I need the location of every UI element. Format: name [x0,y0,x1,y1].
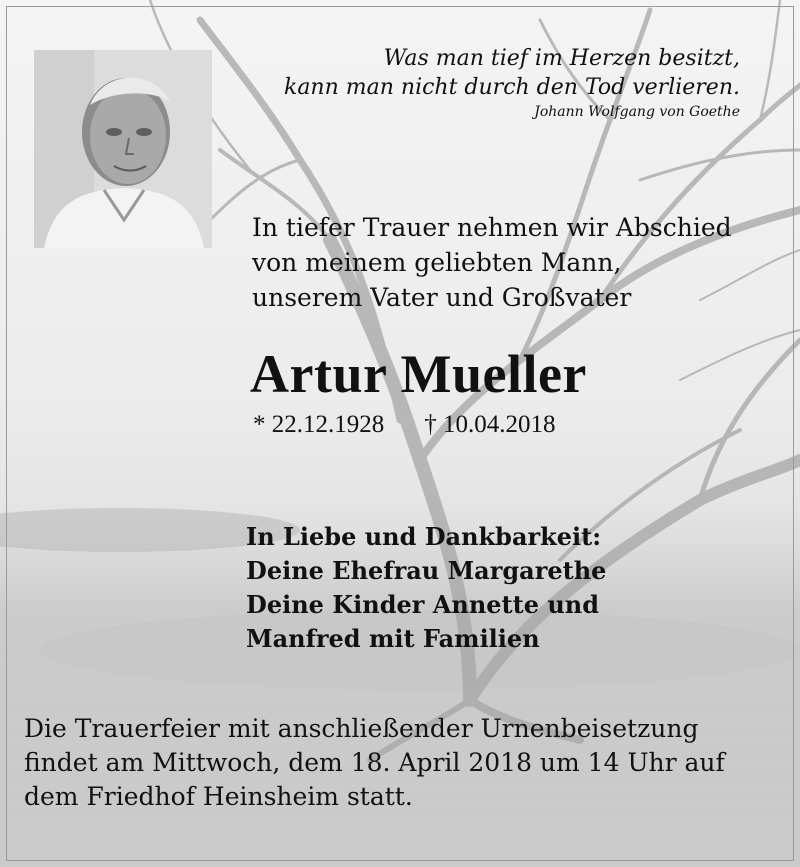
farewell-intro [252,210,732,315]
birth-date: * 22.12.1928 [253,411,385,438]
mourners-signature [246,520,606,656]
goethe-quote [284,44,740,122]
intro-line-2: von meinem geliebten Mann, [252,248,622,277]
signers-line-3: Deine Kinder Annette und [246,590,600,619]
deceased-name: Artur Mueller [250,344,587,404]
signers-line-4: Manfred mit Familien [246,624,540,653]
quote-line-2: kann man nicht durch den Tod verlieren. [283,75,740,100]
quote-line-1: Was man tief im Herzen besitzt, [383,46,740,71]
service-line-2: findet am Mittwoch, dem 18. April 2018 um 14 Uhr auf [24,748,725,777]
intro-line-3: unserem Vater und Großvater [252,283,632,312]
portrait-photo [34,50,212,248]
service-line-3: dem Friedhof Heinsheim statt. [24,782,413,811]
death-date: † 10.04.2018 [424,411,556,438]
signers-line-2: Deine Ehefrau Margarethe [246,556,607,585]
signers-line-1: In Liebe und Dankbarkeit: [246,522,602,551]
intro-line-1: In tiefer Trauer nehmen wir Abschied [252,213,732,242]
service-line-1: Die Trauerfeier mit anschließender Urnenbeisetzung [24,714,699,743]
person-portrait-icon [34,50,212,248]
quote-author: Johann Wolfgang von Goethe [534,104,740,120]
funeral-service-info [24,712,725,814]
life-dates [253,410,556,440]
